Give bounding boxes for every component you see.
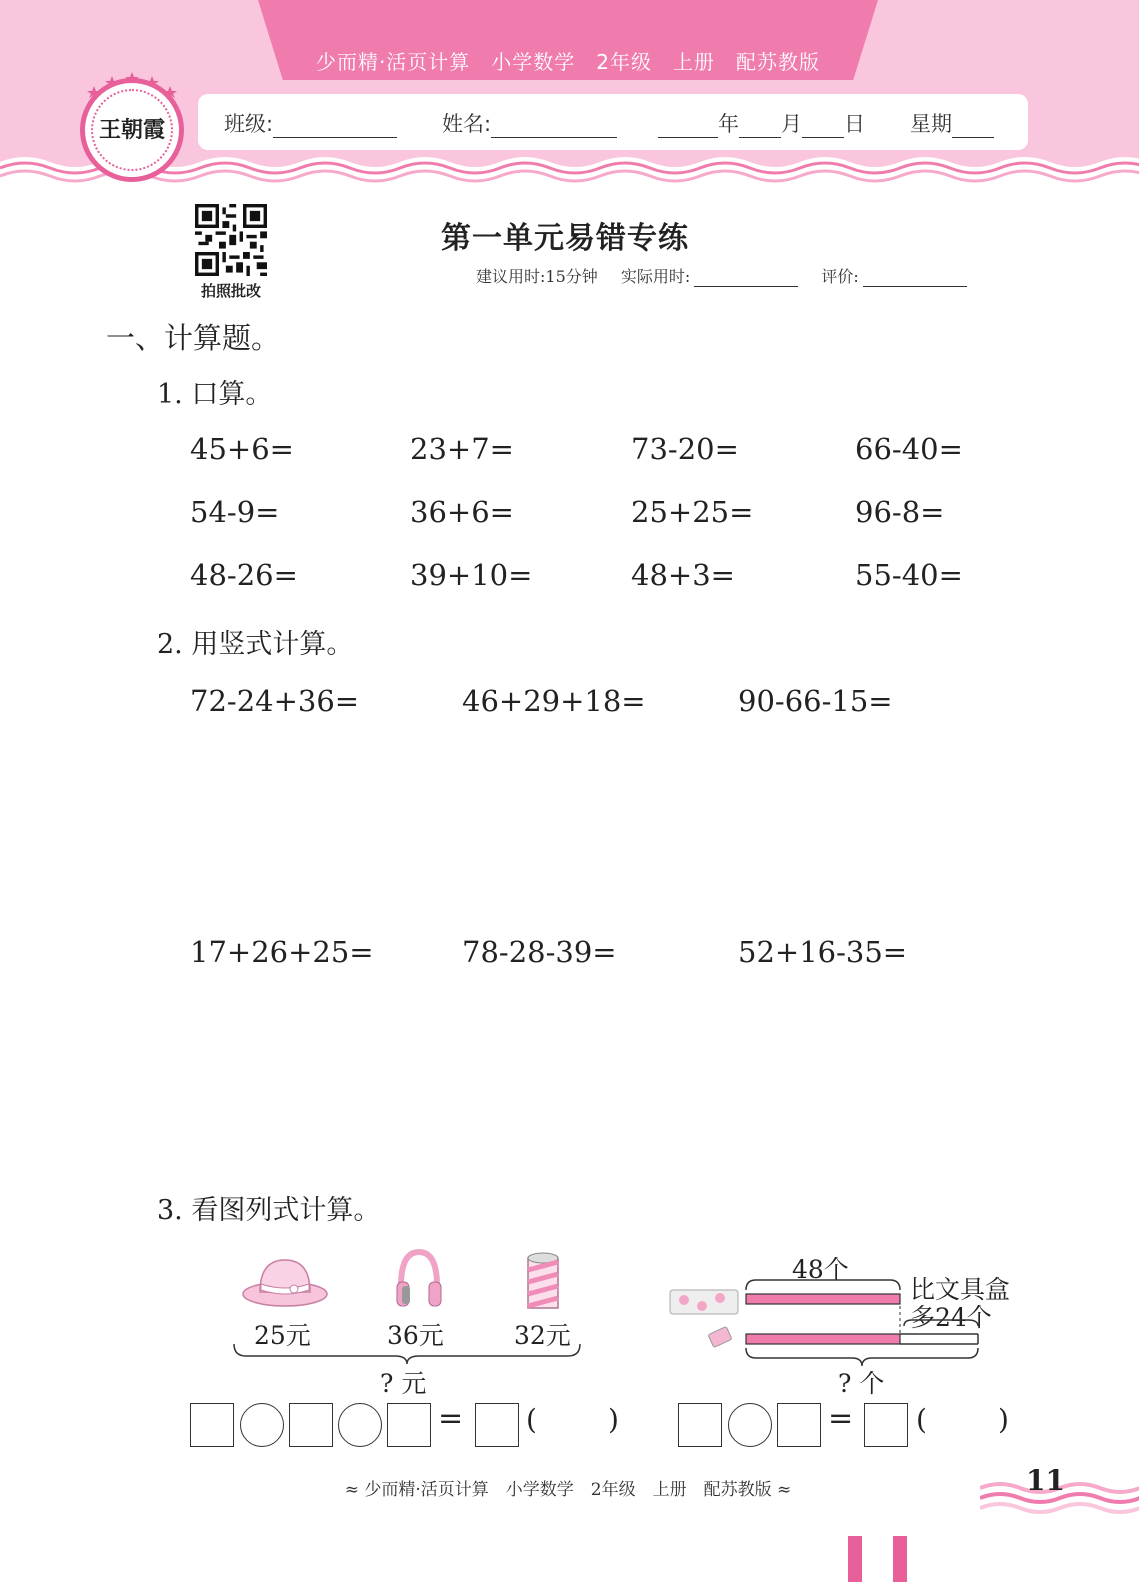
- oral-calc-item: 23+7=: [410, 432, 514, 466]
- evaluation-field[interactable]: [863, 265, 967, 287]
- paren-close: ): [608, 1403, 619, 1436]
- answer-box[interactable]: [678, 1403, 722, 1447]
- logo-text: 王朝霞: [98, 117, 165, 143]
- vertical-calc-item: 72-24+36=: [190, 684, 360, 718]
- right-question: ? 个: [838, 1369, 885, 1398]
- weekday-field[interactable]: [910, 108, 994, 138]
- vertical-calc-item: 90-66-15=: [738, 684, 893, 718]
- comparison-diagram: [668, 1276, 988, 1370]
- student-info-box: [198, 94, 1028, 150]
- oral-calc-item: 48+3=: [631, 558, 735, 592]
- answer-box[interactable]: [777, 1403, 821, 1447]
- operator-circle[interactable]: [240, 1403, 284, 1447]
- equals-sign: =: [438, 1401, 464, 1436]
- paren-open: (: [526, 1403, 537, 1436]
- month-label: 月: [781, 112, 802, 136]
- price-pen-holder: 32元: [514, 1321, 571, 1350]
- time-row: [476, 264, 971, 287]
- price-headphones: 36元: [387, 1321, 444, 1350]
- unit-title: 第一单元易错专练: [441, 221, 689, 256]
- qr-label: 拍照批改: [200, 282, 261, 300]
- paren-close: ): [998, 1403, 1009, 1436]
- answer-box[interactable]: [864, 1403, 908, 1447]
- q2-title: 2. 用竖式计算。: [157, 629, 354, 660]
- actual-time-label: 实际用时:: [620, 267, 691, 286]
- page-number: 11: [1026, 1464, 1065, 1497]
- header-title: 少而精·活页计算 小学数学 2年级 上册 配苏教版: [315, 50, 821, 74]
- operator-circle[interactable]: [338, 1403, 382, 1447]
- oral-calc-item: 39+10=: [410, 558, 533, 592]
- vertical-calc-item: 52+16-35=: [738, 935, 908, 969]
- q3-title: 3. 看图列式计算。: [157, 1195, 381, 1226]
- vertical-calc-item: 17+26+25=: [190, 935, 374, 969]
- oral-calc-item: 54-9=: [190, 495, 280, 529]
- oral-calc-item: 48-26=: [190, 558, 298, 592]
- class-field[interactable]: [224, 108, 397, 138]
- oral-calc-item: 45+6=: [190, 432, 294, 466]
- answer-box[interactable]: [289, 1403, 333, 1447]
- operator-circle[interactable]: [728, 1403, 772, 1447]
- oral-calc-item: 55-40=: [855, 558, 963, 592]
- top-count-label: 48个: [792, 1255, 849, 1284]
- left-answer-row: [190, 1403, 630, 1449]
- section-title: 一、计算题。: [106, 321, 281, 355]
- edge-tab-mark: [893, 1536, 907, 1582]
- oral-calc-item: 96-8=: [855, 495, 945, 529]
- class-label: 班级:: [224, 112, 274, 136]
- suggested-time: 建议用时:15分钟: [476, 267, 598, 286]
- answer-box[interactable]: [190, 1403, 234, 1447]
- pen-holder-icon: [522, 1250, 564, 1312]
- left-question: ? 元: [380, 1369, 427, 1398]
- right-answer-row: [678, 1403, 1018, 1449]
- brace-icon: [232, 1342, 582, 1366]
- qr-code-icon[interactable]: [193, 204, 269, 276]
- oral-calc-item: 73-20=: [631, 432, 739, 466]
- weekday-label: 星期: [910, 112, 952, 136]
- edge-tab-mark: [848, 1536, 862, 1582]
- vertical-calc-item: 78-28-39=: [462, 935, 617, 969]
- equals-sign: =: [828, 1401, 854, 1436]
- name-field[interactable]: [442, 108, 617, 138]
- vertical-calc-item: 46+29+18=: [462, 684, 646, 718]
- hat-icon: [240, 1252, 330, 1308]
- brand-logo: [80, 78, 184, 182]
- answer-box[interactable]: [475, 1403, 519, 1447]
- q1-title: 1. 口算。: [157, 379, 273, 410]
- name-label: 姓名:: [442, 112, 492, 136]
- evaluation-label: 评价:: [821, 267, 859, 286]
- day-label: 日: [844, 112, 865, 136]
- headphones-icon: [394, 1246, 444, 1312]
- date-field[interactable]: [658, 108, 865, 138]
- oral-calc-item: 66-40=: [855, 432, 963, 466]
- actual-time-field[interactable]: [694, 265, 798, 287]
- side-label-line2: 多24个: [910, 1303, 992, 1332]
- year-label: 年: [718, 112, 739, 136]
- answer-box[interactable]: [387, 1403, 431, 1447]
- paren-open: (: [916, 1403, 927, 1436]
- price-hat: 25元: [254, 1321, 311, 1350]
- oral-calc-item: 25+25=: [631, 495, 754, 529]
- footer-text: ≈ 少而精·活页计算 小学数学 2年级 上册 配苏教版 ≈: [344, 1480, 792, 1500]
- side-label-line1: 比文具盒: [910, 1275, 1011, 1304]
- oral-calc-item: 36+6=: [410, 495, 514, 529]
